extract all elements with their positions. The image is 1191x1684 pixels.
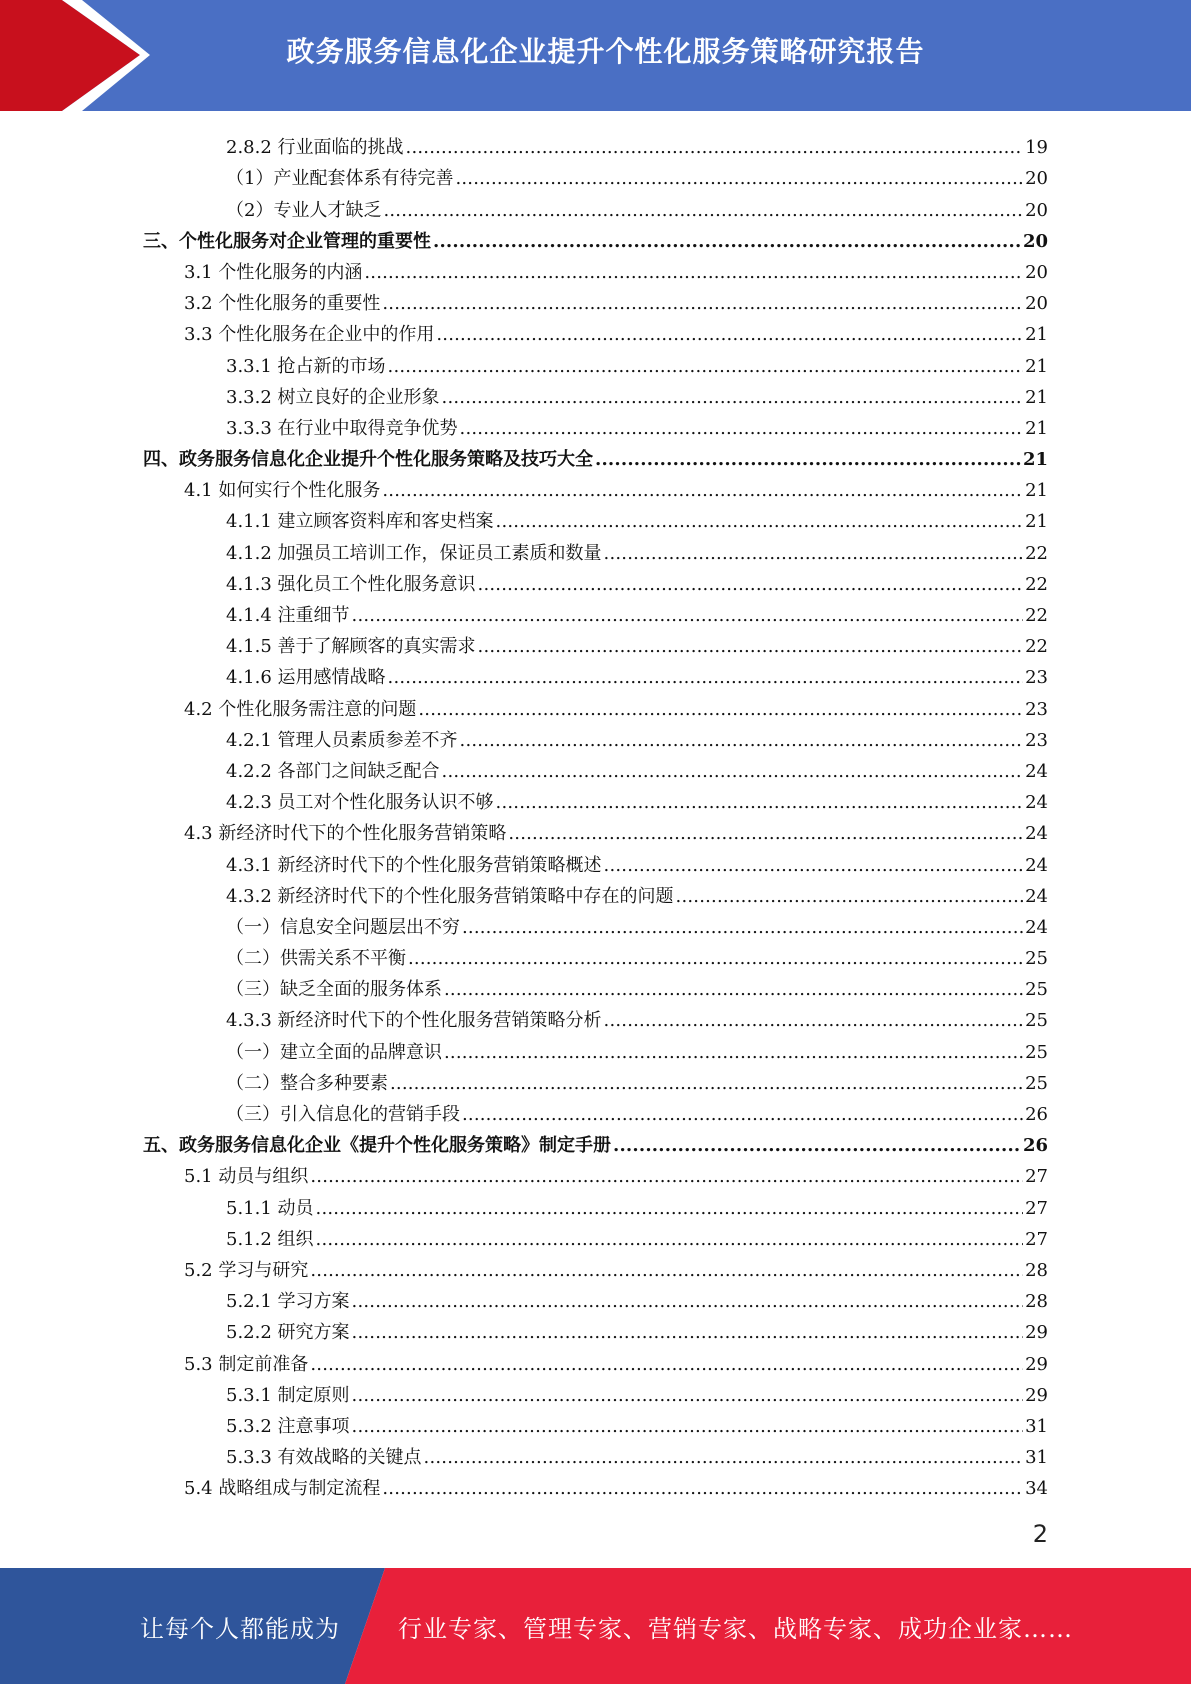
toc-entry-page: 25: [1025, 1010, 1048, 1032]
toc-entry-page: 22: [1025, 605, 1048, 626]
toc-dot-leader: [388, 356, 1024, 378]
toc-entry[interactable]: [143, 253, 1048, 284]
toc-entry-page: 24: [1025, 885, 1048, 907]
toc-entry[interactable]: [143, 1220, 1048, 1251]
toc-dot-leader: [478, 574, 1024, 596]
toc-entry[interactable]: [143, 565, 1048, 596]
toc-dot-leader: [424, 1447, 1024, 1469]
toc-dot-leader: [478, 636, 1024, 658]
toc-dot-leader: [496, 511, 1024, 533]
toc-dot-leader: [455, 168, 1023, 190]
toc-entry-page: 27: [1025, 1166, 1048, 1188]
toc-entry-label: 5.1.1 动员: [226, 1197, 314, 1219]
toc-entry-label: 2.8.2 行业面临的挑战: [226, 137, 404, 159]
toc-entry[interactable]: [143, 845, 1048, 876]
toc-entry[interactable]: [143, 1095, 1048, 1126]
toc-entry[interactable]: [143, 752, 1048, 783]
toc-entry-label: 4.1.6 运用感情战略: [226, 667, 386, 689]
toc-entry-page: 21: [1025, 480, 1048, 502]
toc-dot-leader: [408, 948, 1023, 970]
toc-dot-leader: [442, 761, 1024, 783]
toc-entry[interactable]: [143, 1126, 1048, 1157]
toc-dot-leader: [613, 1135, 1021, 1157]
toc-entry-page: 20: [1025, 293, 1048, 315]
toc-dot-leader: [444, 979, 1023, 1001]
toc-dot-leader: [316, 1229, 1024, 1251]
toc-dot-leader: [352, 1291, 1024, 1313]
toc-dot-leader: [382, 293, 1023, 315]
toc-dot-leader: [310, 1354, 1023, 1376]
toc-dot-leader: [352, 1322, 1024, 1344]
toc-entry[interactable]: [143, 596, 1048, 627]
toc-entry[interactable]: [143, 1469, 1048, 1500]
toc-dot-leader: [390, 1073, 1023, 1095]
toc-entry-page: 24: [1025, 760, 1048, 782]
toc-dot-leader: [604, 543, 1024, 565]
toc-dot-leader: [352, 1385, 1024, 1407]
toc-entry[interactable]: [143, 939, 1048, 970]
toc-entry[interactable]: [143, 1313, 1048, 1344]
toc-entry-page: 22: [1025, 542, 1048, 564]
toc-entry-page: 24: [1025, 823, 1048, 845]
toc-entry-page: 24: [1025, 854, 1048, 876]
toc-entry[interactable]: [143, 908, 1048, 939]
footer-banner: [0, 1568, 1191, 1684]
toc-dot-leader: [383, 200, 1023, 222]
toc-entry-label: 5.3.1 制定原则: [226, 1384, 350, 1406]
toc-entry[interactable]: [143, 159, 1048, 190]
toc-entry-page: 26: [1022, 1135, 1048, 1157]
toc-entry-label: （三）引入信息化的营销手段: [226, 1104, 460, 1125]
toc-dot-leader: [595, 449, 1021, 471]
toc-entry-page: 21: [1025, 386, 1048, 408]
toc-entry[interactable]: [143, 783, 1048, 814]
toc-entry-page: 21: [1022, 449, 1048, 471]
toc-entry-label: 3.2 个性化服务的重要性: [184, 293, 381, 315]
toc-entry-page: 20: [1025, 168, 1048, 190]
toc-entry-page: 24: [1025, 916, 1048, 938]
toc-entry-page: 21: [1025, 417, 1048, 439]
toc-entry-label: 3.3.2 树立良好的企业形象: [226, 386, 440, 408]
toc-entry-label: 3.1 个性化服务的内涵: [184, 261, 363, 283]
toc-entry-label: 4.1.5 善于了解顾客的真实需求: [226, 636, 476, 658]
toc-entry-page: 20: [1025, 199, 1048, 221]
toc-entry-label: 5.2.1 学习方案: [226, 1291, 350, 1313]
toc-entry-label: （三）缺乏全面的服务体系: [226, 979, 442, 1001]
toc-entry-page: 19: [1025, 137, 1048, 159]
toc-entry[interactable]: [143, 284, 1048, 315]
toc-entry-page: 31: [1025, 1447, 1048, 1469]
toc-entry-page: 21: [1025, 324, 1048, 346]
toc-dot-leader: [406, 137, 1024, 159]
toc-dot-leader: [352, 1416, 1024, 1438]
toc-dot-leader: [462, 917, 1023, 939]
toc-entry-label: 4.2.1 管理人员素质参差不齐: [226, 729, 458, 751]
toc-dot-leader: [496, 792, 1024, 814]
toc-entry-page: 28: [1025, 1259, 1048, 1281]
toc-entry-page: 27: [1025, 1228, 1048, 1250]
toc-dot-leader: [418, 699, 1023, 721]
toc-entry[interactable]: [143, 877, 1048, 908]
toc-entry-label: （一）信息安全问题层出不穷: [226, 916, 460, 938]
toc-entry[interactable]: [143, 627, 1048, 658]
toc-entry[interactable]: [143, 1032, 1048, 1063]
toc-dot-leader: [444, 1042, 1023, 1064]
toc-entry[interactable]: [143, 970, 1048, 1001]
toc-entry[interactable]: [143, 190, 1048, 221]
toc-entry[interactable]: [143, 440, 1048, 471]
toc-entry-label: 4.3.3 新经济时代下的个性化服务营销策略分析: [226, 1010, 602, 1032]
toc-entry[interactable]: [143, 1438, 1048, 1469]
header-bar: [0, 0, 1191, 111]
toc-dot-leader: [676, 886, 1024, 908]
toc-entry[interactable]: [143, 471, 1048, 502]
toc-entry-label: （一）建立全面的品牌意识: [226, 1041, 442, 1063]
toc-entry-page: 20: [1025, 261, 1048, 283]
toc-entry-label: （2）专业人才缺乏: [226, 199, 382, 221]
toc-dot-leader: [460, 418, 1024, 440]
toc-dot-leader: [388, 667, 1024, 689]
toc-entry-label: 4.1.4 注重细节: [226, 605, 350, 626]
toc-entry-page: 27: [1025, 1197, 1048, 1219]
toc-entry[interactable]: [143, 1001, 1048, 1032]
footer-slogan-left: 让每个人都能成为: [140, 1614, 340, 1643]
toc-entry-label: （1）产业配套体系有待完善: [226, 168, 454, 190]
toc-dot-leader: [442, 387, 1024, 409]
toc-entry-page: 24: [1025, 792, 1048, 814]
toc-entry-label: 4.3.2 新经济时代下的个性化服务营销策略中存在的问题: [226, 885, 674, 907]
toc-entry-page: 21: [1025, 355, 1048, 377]
toc-entry-label: （二）整合多种要素: [226, 1072, 388, 1094]
toc-entry[interactable]: [143, 1064, 1048, 1095]
toc-entry-label: 4.1.2 加强员工培训工作，保证员工素质和数量: [226, 542, 602, 564]
toc-entry-label: 3.3.3 在行业中取得竞争优势: [226, 417, 458, 439]
toc-entry[interactable]: [143, 814, 1048, 845]
toc-dot-leader: [508, 823, 1023, 845]
footer-slogan-right: 行业专家、管理专家、营销专家、战略专家、成功企业家……: [398, 1614, 1073, 1643]
toc-entry-label: 5.4 战略组成与制定流程: [184, 1478, 381, 1500]
toc-entry-label: 4.3.1 新经济时代下的个性化服务营销策略概述: [226, 854, 602, 876]
toc-dot-leader: [604, 855, 1024, 877]
toc-entry[interactable]: [143, 1376, 1048, 1407]
toc-entry[interactable]: [143, 502, 1048, 533]
toc-entry-label: 5.3 制定前准备: [184, 1353, 309, 1375]
toc-entry-page: 29: [1025, 1322, 1048, 1344]
toc-entry-label: 5.2.2 研究方案: [226, 1322, 350, 1344]
toc-entry[interactable]: [143, 533, 1048, 564]
document-title: 政务服务信息化企业提升个性化服务策略研究报告: [286, 35, 925, 68]
toc-entry-label: 4.2.2 各部门之间缺乏配合: [226, 760, 440, 782]
toc-entry[interactable]: [143, 378, 1048, 409]
toc-entry-page: 31: [1025, 1415, 1048, 1437]
toc-entry[interactable]: [143, 658, 1048, 689]
toc-entry-label: 5.3.3 有效战略的关键点: [226, 1447, 422, 1469]
toc-entry-label: 5.1 动员与组织: [184, 1166, 309, 1188]
toc-entry-page: 25: [1025, 1072, 1048, 1094]
toc-entry[interactable]: [143, 689, 1048, 720]
toc-entry-label: 3.3 个性化服务在企业中的作用: [184, 324, 435, 346]
toc-entry[interactable]: [143, 1282, 1048, 1313]
toc-entry-label: 4.1.3 强化员工个性化服务意识: [226, 573, 476, 595]
toc-entry-page: 25: [1025, 979, 1048, 1001]
toc-entry-label: 4.2.3 员工对个性化服务认识不够: [226, 792, 494, 814]
toc-entry-page: 29: [1025, 1353, 1048, 1375]
toc-entry[interactable]: [143, 1251, 1048, 1282]
toc-entry-label: 四、政务服务信息化企业提升个性化服务策略及技巧大全: [143, 449, 593, 471]
toc-dot-leader: [364, 262, 1023, 284]
toc-entry-page: 22: [1025, 636, 1048, 658]
toc-entry[interactable]: [143, 1157, 1048, 1188]
toc-dot-leader: [460, 730, 1024, 752]
toc-dot-leader: [436, 324, 1023, 346]
toc-entry[interactable]: [143, 346, 1048, 377]
toc-entry[interactable]: [143, 1188, 1048, 1219]
toc-entry-page: 25: [1025, 948, 1048, 970]
toc-entry[interactable]: [143, 1344, 1048, 1375]
toc-entry-label: 4.3 新经济时代下的个性化服务营销策略: [184, 823, 507, 845]
toc-entry[interactable]: [143, 721, 1048, 752]
toc-entry-label: 4.1 如何实行个性化服务: [184, 480, 381, 502]
toc-dot-leader: [316, 1198, 1024, 1220]
toc-entry[interactable]: [143, 315, 1048, 346]
toc-dot-leader: [382, 480, 1023, 502]
toc-entry-page: 26: [1025, 1104, 1048, 1125]
toc-entry-page: 23: [1025, 698, 1048, 720]
toc-entry-label: 五、政务服务信息化企业《提升个性化服务策略》制定手册: [143, 1135, 611, 1157]
toc-entry-page: 21: [1025, 511, 1048, 533]
toc-dot-leader: [462, 1104, 1023, 1126]
toc-entry-page: 22: [1025, 573, 1048, 595]
toc-entry[interactable]: [143, 1407, 1048, 1438]
toc-entry-page: 23: [1025, 729, 1048, 751]
toc-entry[interactable]: [143, 409, 1048, 440]
page-number: 2: [1032, 1520, 1048, 1548]
toc-dot-leader: [352, 605, 1024, 627]
toc-entry-label: 5.1.2 组织: [226, 1228, 314, 1250]
toc-entry-page: 25: [1025, 1041, 1048, 1063]
toc-entry-page: 23: [1025, 667, 1048, 689]
toc-entry-page: 20: [1022, 230, 1048, 252]
toc-entry-label: 5.2 学习与研究: [184, 1259, 309, 1281]
toc-dot-leader: [382, 1478, 1023, 1500]
table-of-contents: [143, 128, 1048, 1500]
toc-entry-page: 34: [1025, 1478, 1048, 1500]
toc-entry-label: 3.3.1 抢占新的市场: [226, 355, 386, 377]
toc-entry-label: 5.3.2 注意事项: [226, 1415, 350, 1437]
toc-dot-leader: [310, 1166, 1023, 1188]
red-chevron-icon: [0, 0, 160, 111]
toc-entry-label: 4.1.1 建立顾客资料库和客史档案: [226, 511, 494, 533]
toc-dot-leader: [604, 1010, 1024, 1032]
toc-entry[interactable]: [143, 222, 1048, 253]
toc-entry-label: （二）供需关系不平衡: [226, 948, 406, 970]
toc-entry[interactable]: [143, 128, 1048, 159]
toc-entry-page: 29: [1025, 1384, 1048, 1406]
toc-dot-leader: [433, 231, 1021, 253]
toc-entry-page: 28: [1025, 1291, 1048, 1313]
toc-dot-leader: [310, 1260, 1023, 1282]
toc-entry-label: 三、个性化服务对企业管理的重要性: [143, 230, 431, 252]
toc-entry-label: 4.2 个性化服务需注意的问题: [184, 698, 417, 720]
